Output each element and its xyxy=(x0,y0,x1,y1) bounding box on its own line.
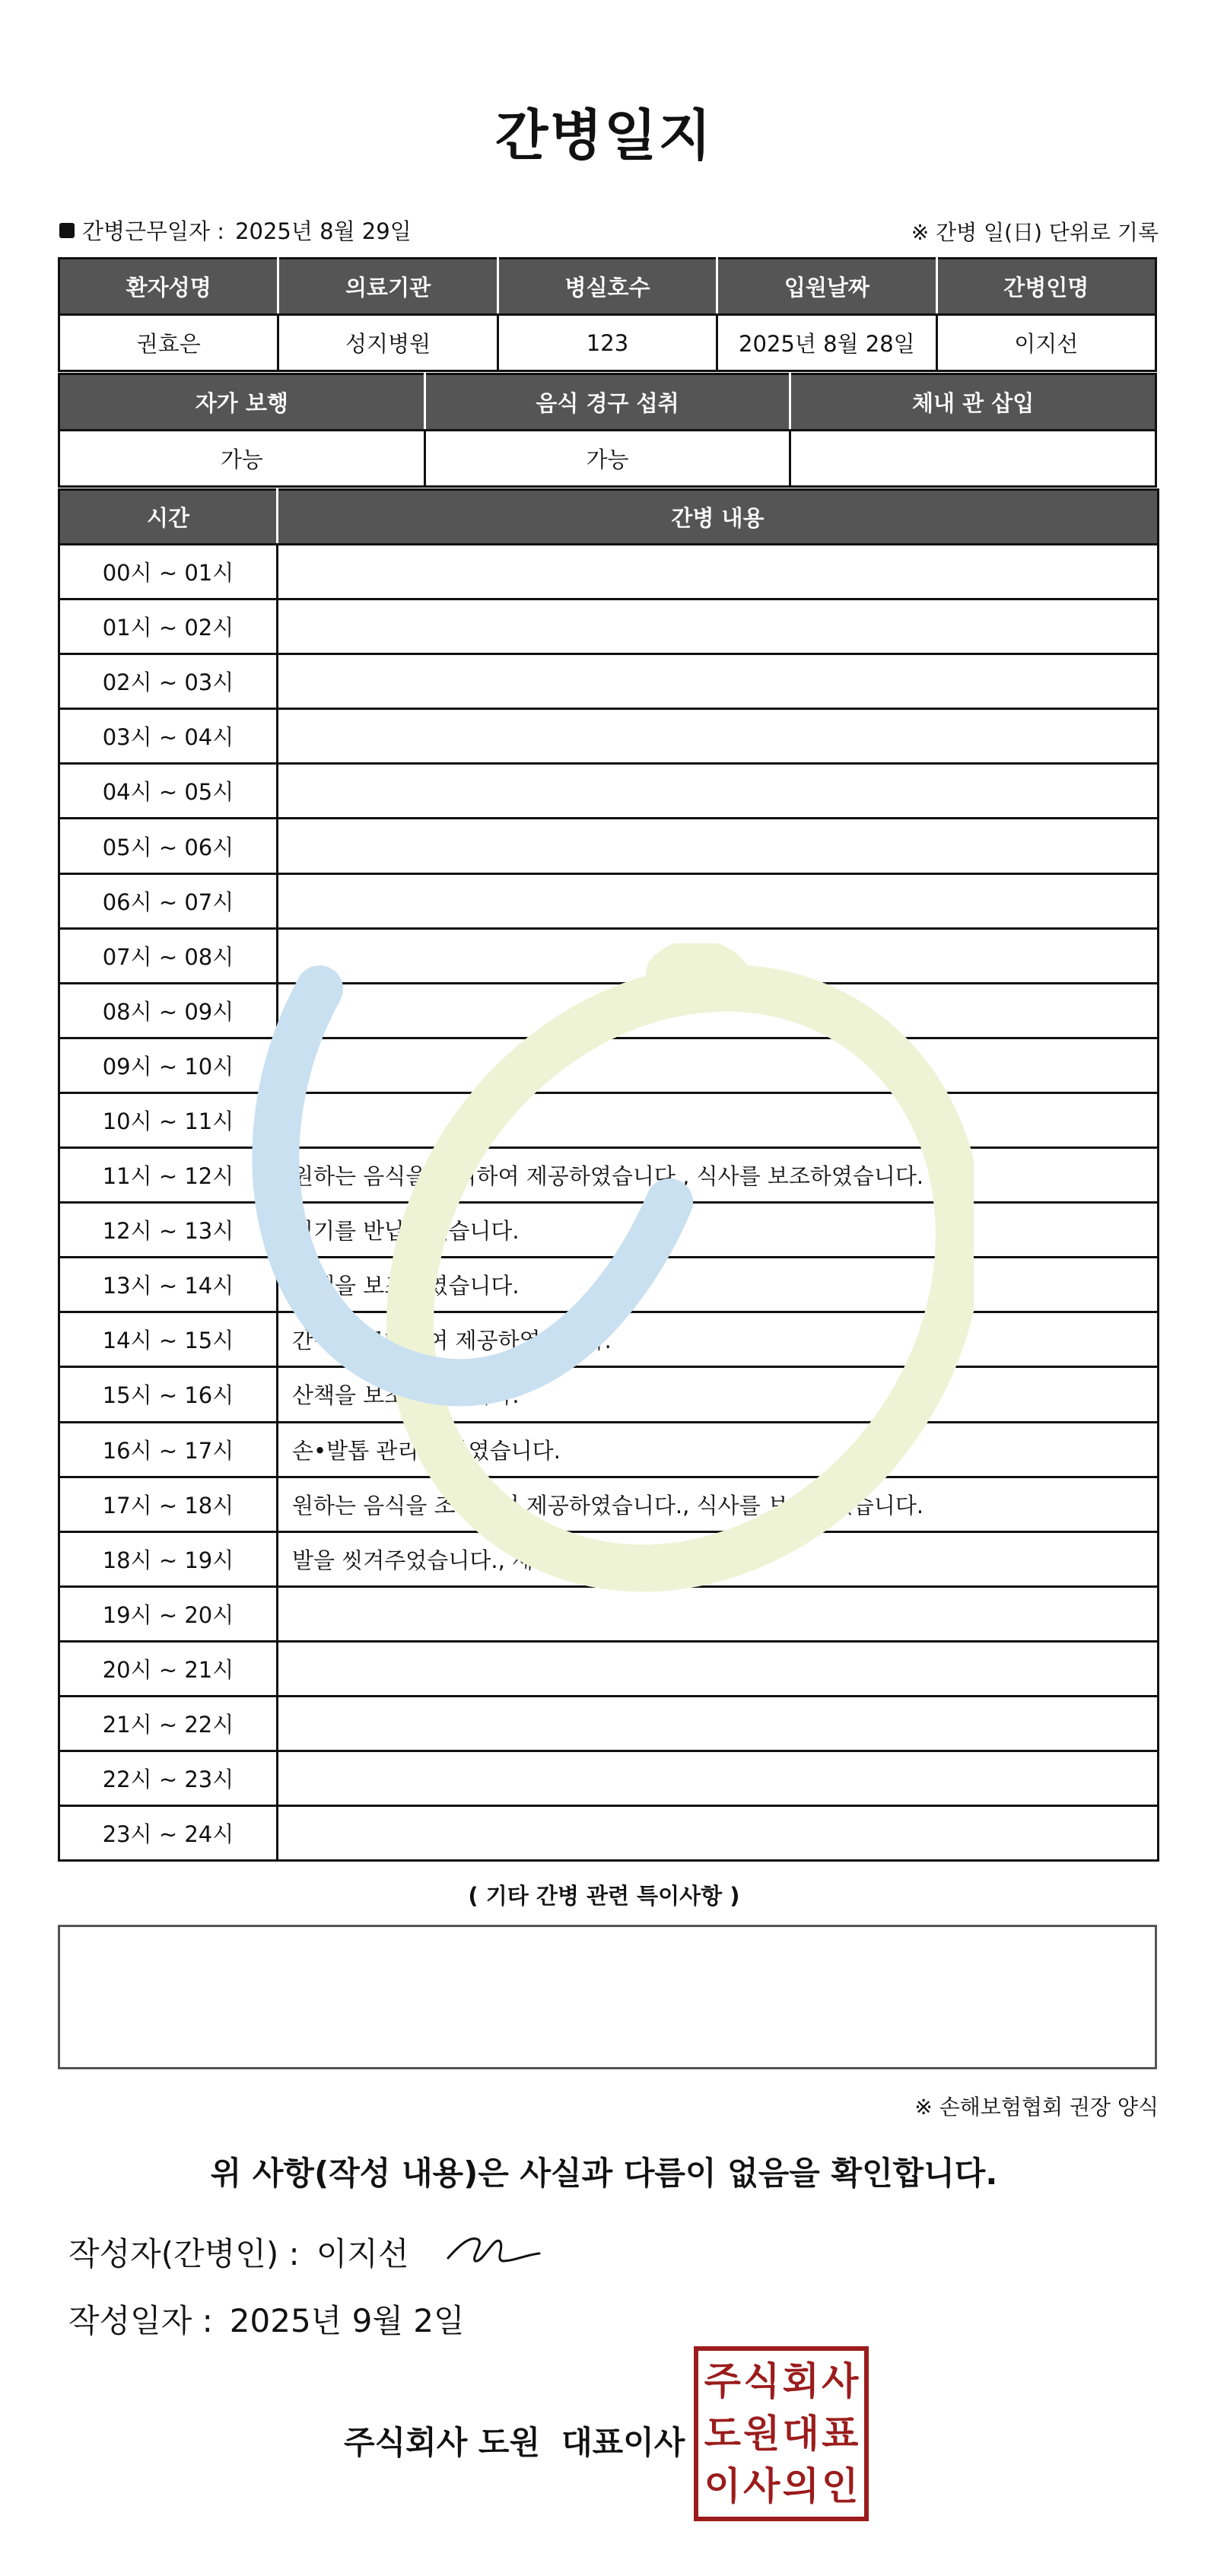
care-log-table xyxy=(58,488,1159,1862)
patient-name-value: 권효은 xyxy=(59,315,278,371)
header-time: 시간 xyxy=(59,490,278,545)
time-slot: 11시 ~ 12시 xyxy=(59,1148,278,1203)
care-content xyxy=(278,599,1159,654)
care-content xyxy=(278,1806,1159,1861)
care-content: 원하는 음식을 조리하여 제공하였습니다., 식사를 보조하였습니다. xyxy=(278,1477,1159,1531)
care-log-row xyxy=(59,1696,1159,1751)
confirmation-statement: 위 사항(작성 내용)은 사실과 다름이 없음을 확인합니다. xyxy=(210,2155,998,2192)
written-date-line xyxy=(68,2296,465,2342)
time-slot: 12시 ~ 13시 xyxy=(59,1203,278,1258)
care-content: 산책을 보조하였습니다. xyxy=(278,1367,1159,1422)
header-patient-name: 환자성명 xyxy=(59,259,278,315)
handwritten-signature xyxy=(445,2228,544,2273)
care-content: 산책을 보조하였습니다. xyxy=(278,1258,1159,1312)
care-content xyxy=(278,1038,1159,1092)
time-slot: 22시 ~ 23시 xyxy=(59,1751,278,1806)
room-number-value: 123 xyxy=(498,315,717,371)
seal-character: 이 xyxy=(704,2463,741,2508)
care-content: 발을 씻겨주었습니다., 세면을 보조하였습니다. xyxy=(278,1531,1159,1586)
company-line xyxy=(344,2418,685,2463)
time-slot: 01시 ~ 02시 xyxy=(59,599,278,654)
care-log-row xyxy=(59,1312,1159,1367)
time-slot: 14시 ~ 15시 xyxy=(59,1312,278,1367)
time-slot: 13시 ~ 14시 xyxy=(59,1258,278,1312)
care-log-row xyxy=(59,1258,1159,1312)
care-content xyxy=(278,983,1159,1038)
seal-character: 식 xyxy=(743,2359,780,2404)
care-content xyxy=(278,928,1159,983)
care-log-row xyxy=(59,1038,1159,1092)
care-content xyxy=(278,709,1159,764)
special-notes-box xyxy=(58,1925,1157,2069)
care-log-body xyxy=(59,545,1159,1861)
time-slot: 20시 ~ 21시 xyxy=(59,1641,278,1696)
care-log-row xyxy=(59,928,1159,983)
company-title: 대표이사 xyxy=(561,2424,685,2461)
time-slot: 15시 ~ 16시 xyxy=(59,1367,278,1422)
care-log-row xyxy=(59,1751,1159,1806)
care-content xyxy=(278,1641,1159,1696)
time-slot: 09시 ~ 10시 xyxy=(59,1038,278,1092)
time-slot: 17시 ~ 18시 xyxy=(59,1477,278,1531)
work-date-label: 간병근무일자 : xyxy=(82,218,225,244)
care-log-row xyxy=(59,764,1159,819)
admission-date-value: 2025년 8월 28일 xyxy=(717,315,936,371)
care-content xyxy=(278,1092,1159,1147)
oral-intake-value: 가능 xyxy=(424,431,790,487)
time-slot: 10시 ~ 11시 xyxy=(59,1092,278,1147)
care-content xyxy=(278,1586,1159,1641)
written-date-value: 2025년 9월 2일 xyxy=(229,2302,465,2339)
care-log-row xyxy=(59,819,1159,873)
header-tube-insertion: 체내 관 삽입 xyxy=(790,374,1156,431)
care-log-row xyxy=(59,1806,1159,1861)
time-slot: 16시 ~ 17시 xyxy=(59,1422,278,1477)
header-hospital: 의료기관 xyxy=(278,259,498,315)
care-log-row xyxy=(59,873,1159,928)
care-log-row xyxy=(59,654,1159,709)
self-walking-value: 가능 xyxy=(59,431,425,487)
day-unit-note: ※ 간병 일(日) 단위로 기록 xyxy=(911,220,1159,245)
seal-character: 인 xyxy=(822,2463,859,2508)
care-content xyxy=(278,1751,1159,1806)
seal-character: 사 xyxy=(743,2463,780,2508)
care-content xyxy=(278,1696,1159,1751)
header-oral-intake: 음식 경구 섭취 xyxy=(424,374,790,431)
care-content xyxy=(278,654,1159,709)
work-date-value: 2025년 8월 29일 xyxy=(235,218,412,244)
writer-value: 이지선 xyxy=(316,2235,409,2272)
time-slot: 21시 ~ 22시 xyxy=(59,1696,278,1751)
seal-character: 사 xyxy=(822,2359,859,2404)
time-slot: 06시 ~ 07시 xyxy=(59,873,278,928)
care-content: 식기를 반납하였습니다. xyxy=(278,1203,1159,1258)
time-slot: 23시 ~ 24시 xyxy=(59,1806,278,1861)
ability-info-table xyxy=(58,373,1157,488)
care-content xyxy=(278,819,1159,873)
care-log-row xyxy=(59,1641,1159,1696)
care-content: 원하는 음식을 조리하여 제공하였습니다., 식사를 보조하였습니다. xyxy=(278,1148,1159,1203)
care-log-row xyxy=(59,709,1159,764)
care-log-row xyxy=(59,1586,1159,1641)
seal-character: 주 xyxy=(704,2359,741,2404)
tube-insertion-value xyxy=(790,431,1156,487)
seal-character: 회 xyxy=(782,2359,819,2404)
care-log-row xyxy=(59,1148,1159,1203)
care-content: 간식을 구매하여 제공하였습니다. xyxy=(278,1312,1159,1367)
seal-character: 표 xyxy=(822,2411,859,2456)
care-log-row xyxy=(59,983,1159,1038)
writer-line xyxy=(68,2229,408,2275)
seal-character: 원 xyxy=(743,2411,780,2456)
time-slot: 07시 ~ 08시 xyxy=(59,928,278,983)
care-content xyxy=(278,873,1159,928)
care-log-row xyxy=(59,1477,1159,1531)
time-slot: 03시 ~ 04시 xyxy=(59,709,278,764)
page-title: 간병일지 xyxy=(494,103,714,167)
care-log-row xyxy=(59,1367,1159,1422)
square-bullet-icon xyxy=(59,223,75,238)
seal-character: 의 xyxy=(782,2463,819,2508)
association-note: ※ 손해보험협회 권장 양식 xyxy=(914,2094,1159,2120)
time-slot: 05시 ~ 06시 xyxy=(59,819,278,873)
care-log-row xyxy=(59,1092,1159,1147)
caregiver-name-value: 이지선 xyxy=(936,315,1156,371)
company-seal-stamp xyxy=(694,2346,869,2521)
care-log-row xyxy=(59,599,1159,654)
care-content xyxy=(278,764,1159,819)
care-content: 손•발톱 관리를 하였습니다. xyxy=(278,1422,1159,1477)
header-admission-date: 입원날짜 xyxy=(717,259,936,315)
time-slot: 19시 ~ 20시 xyxy=(59,1586,278,1641)
header-caregiver-name: 간병인명 xyxy=(936,259,1156,315)
time-slot: 08시 ~ 09시 xyxy=(59,983,278,1038)
special-notes-title: ( 기타 간병 관련 특이사항 ) xyxy=(468,1883,740,1909)
care-log-row xyxy=(59,1203,1159,1258)
care-log-row xyxy=(59,1531,1159,1586)
header-room-number: 병실호수 xyxy=(498,259,717,315)
writer-label: 작성자(간병인) : xyxy=(68,2235,300,2272)
company-name: 주식회사 도원 xyxy=(344,2424,541,2461)
time-slot: 04시 ~ 05시 xyxy=(59,764,278,819)
header-care-content: 간병 내용 xyxy=(278,490,1159,545)
patient-info-table xyxy=(58,257,1157,372)
care-content xyxy=(278,545,1159,599)
time-slot: 18시 ~ 19시 xyxy=(59,1531,278,1586)
care-log-row xyxy=(59,1422,1159,1477)
header-self-walking: 자가 보행 xyxy=(59,374,425,431)
seal-character: 도 xyxy=(704,2411,741,2456)
written-date-label: 작성일자 : xyxy=(68,2302,213,2339)
time-slot: 02시 ~ 03시 xyxy=(59,654,278,709)
care-log-row xyxy=(59,545,1159,599)
seal-character: 대 xyxy=(782,2411,819,2456)
work-date-line xyxy=(59,215,412,246)
hospital-value: 성지병원 xyxy=(278,315,498,371)
time-slot: 00시 ~ 01시 xyxy=(59,545,278,599)
